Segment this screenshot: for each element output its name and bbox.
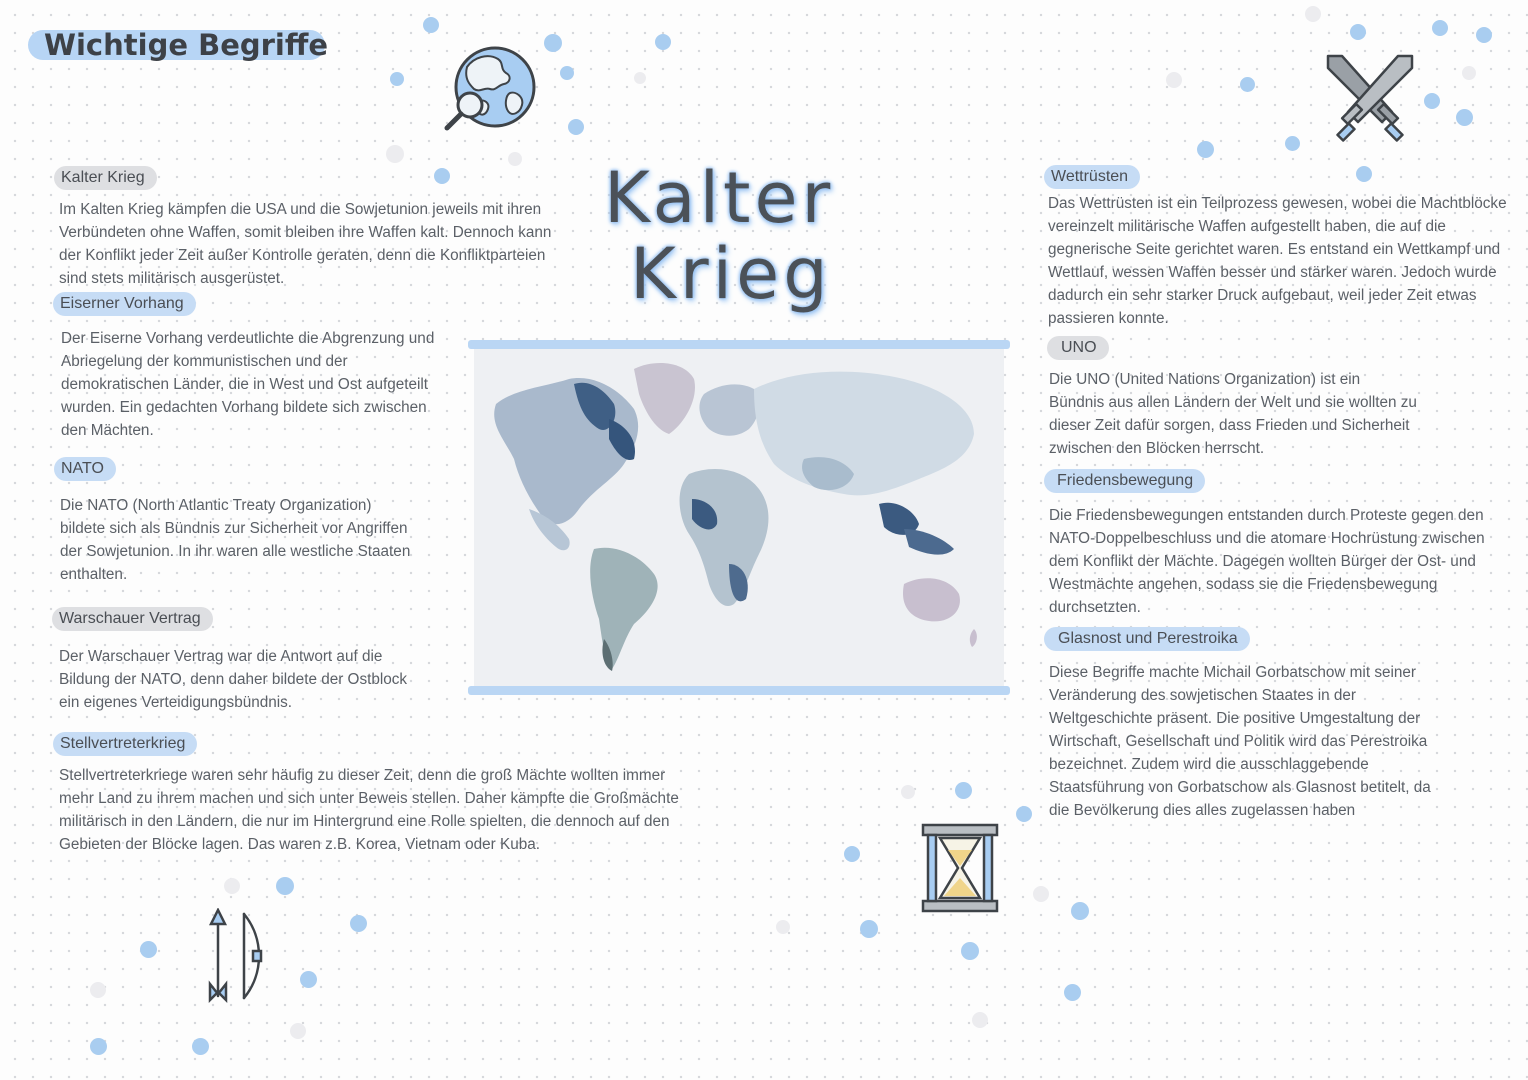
term-text-kalter-krieg: Im Kalten Krieg kämpfen die USA und die Sowjetunion jeweils mit ihren Verbündeten ohne Waffen, somit bleiben ihre Waffen kalt. Dennoch kann der Konflikt jeder Zeit außer Kontrolle geraten, denn die Konfliktparteien sind stets militärisch ausgerüstet. bbox=[59, 201, 552, 287]
term-label-kalter-krieg: Kalter Krieg bbox=[54, 166, 157, 190]
hourglass-icon bbox=[920, 822, 1000, 914]
term-text-uno: Die UNO (United Nations Organization) ist ein Bündnis aus allen Ländern der Welt und sie wollten zu dieser Zeit dafür sorgen, dass Frieden und Sicherheit zwischen den Blöcken herrscht. bbox=[1049, 371, 1417, 457]
poster-title-line1: Kalter bbox=[604, 157, 835, 239]
world-map bbox=[468, 340, 1010, 696]
term-label-nato: NATO bbox=[54, 457, 116, 481]
term-label-uno: UNO bbox=[1047, 336, 1109, 360]
term-label-friedensbewegung: Friedensbewegung bbox=[1044, 469, 1205, 493]
term-text-wettruesten: Das Wettrüsten ist ein Teilprozess gewesen, wobei die Machtblöcke vereinzelt militärische Waffen aufgestellt haben, die auf die gegnerische Seite gerichtet waren. Es entstand ein Wettkampf und Wettlauf, wessen Waffen besser und stärker waren. Jedoch wurde dadurch ein sehr starker Druck aufgebaut, weil jeder Zeit etwas passieren konnte. bbox=[1048, 195, 1507, 327]
term-label-wettruesten: Wettrüsten bbox=[1044, 165, 1140, 189]
term-label-glasnost-perestroika: Glasnost und Perestroika bbox=[1044, 627, 1250, 651]
term-text-friedensbewegung: Die Friedensbewegungen entstanden durch Proteste gegen den NATO-Doppelbeschluss und die atomare Hochrüstung zwischen dem Konflikt der Mächte. Dagegen wollten Bürger der Ost- und Westmächte angehen, sodass sie die Friedensbewegung durchsetzten. bbox=[1049, 507, 1485, 616]
crossed-swords-icon bbox=[1322, 52, 1418, 146]
term-text-nato: Die NATO (North Atlantic Treaty Organization) bildete sich als Bündnis zur Sicherheit vor Angriffen der Sowjetunion. In ihr waren alle westliche Staaten enthalten. bbox=[60, 497, 411, 583]
term-label-stellvertreterkrieg: Stellvertreterkrieg bbox=[53, 732, 197, 756]
term-label-warschauer-vertrag: Warschauer Vertrag bbox=[52, 607, 213, 631]
term-text-warschauer-vertrag: Der Warschauer Vertrag war die Antwort auf die Bildung der NATO, denn daher bildete der Ostblock ein eigenes Verteidigungsbündnis. bbox=[59, 648, 408, 711]
term-text-stellvertreterkrieg: Stellvertreterkriege waren sehr häufig zu dieser Zeit, denn die groß Mächte wollten immer mehr Land zu ihrem machen und sich unter Beweis stellen. Daher kämpfte die Großmächte militärisch in den Ländern, die nur im Hintergrund eine Rolle spielten, die dennoch auf den Gebieten der Blöcke lagen. Das waren z.B. Korea, Vietnam oder Kuba. bbox=[59, 767, 679, 853]
bow-and-arrow-icon bbox=[202, 908, 268, 1004]
page-title: Wichtige Begriffe bbox=[28, 30, 325, 60]
poster-title-line2: Krieg bbox=[630, 233, 832, 315]
term-text-glasnost-perestroika: Diese Begriffe machte Michail Gorbatschow mit seiner Veränderung des sowjetischen Staates in der Weltgeschichte präsent. Die positive Umgestaltung der Wirtschaft, Gesellschaft und Politik wird das Perestroika bezeichnet. Zudem wird die ausschlaggebende Staatsführung von Gorbatschow als Glasnost betitelt, da die Bevölkerung dies alles zugelassen haben bbox=[1049, 664, 1431, 819]
term-text-eiserner-vorhang: Der Eiserne Vorhang verdeutlichte die Abgrenzung und Abriegelung der kommunistischen und der demokratischen Länder, die in West und Ost aufgeteilt wurden. Ein gedachten Vorhang bildete sich zwischen den Mächten. bbox=[61, 330, 435, 439]
term-label-eiserner-vorhang: Eiserner Vorhang bbox=[53, 292, 196, 316]
globe-with-magnifier-icon bbox=[440, 43, 540, 133]
